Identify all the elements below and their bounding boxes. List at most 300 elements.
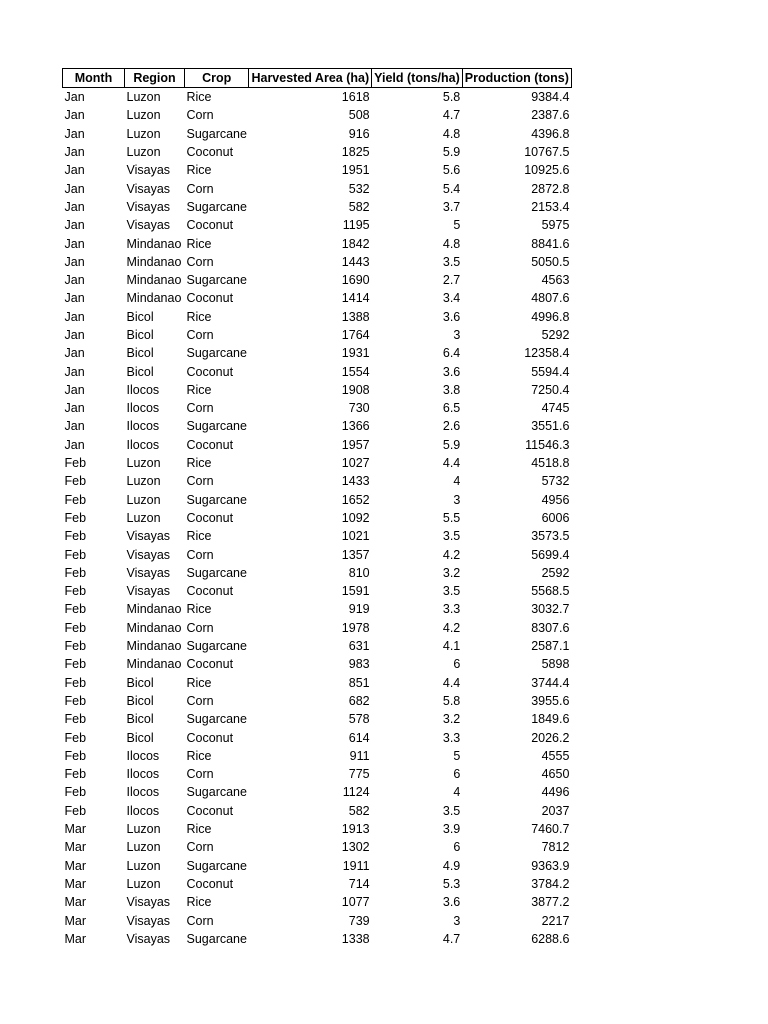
cell-harvested-area[interactable]: 810 bbox=[348, 565, 370, 580]
cell-harvested-area[interactable]: 532 bbox=[348, 181, 370, 196]
cell-crop[interactable]: Sugarcane bbox=[186, 858, 247, 873]
cell-production[interactable]: 2037 bbox=[541, 803, 570, 818]
cell-production[interactable]: 4745 bbox=[541, 401, 570, 416]
cell-month[interactable]: Jan bbox=[64, 254, 85, 269]
cell-yield[interactable]: 4.4 bbox=[442, 456, 461, 471]
cell-month[interactable]: Jan bbox=[64, 126, 85, 141]
cell-harvested-area[interactable]: 1027 bbox=[341, 456, 370, 471]
cell-production[interactable]: 2872.8 bbox=[531, 181, 570, 196]
cell-harvested-area[interactable]: 1092 bbox=[341, 510, 370, 525]
cell-yield[interactable]: 5.5 bbox=[442, 510, 461, 525]
cell-crop[interactable]: Coconut bbox=[186, 657, 234, 672]
cell-region[interactable]: Bicol bbox=[126, 328, 154, 342]
cell-yield[interactable]: 5.4 bbox=[442, 181, 461, 196]
cell-crop[interactable]: Corn bbox=[186, 913, 214, 928]
cell-crop[interactable]: Coconut bbox=[186, 803, 234, 818]
cell-region[interactable]: Mindanao bbox=[126, 602, 182, 617]
cell-harvested-area[interactable]: 1908 bbox=[341, 382, 370, 397]
header-row bbox=[63, 69, 572, 88]
cell-harvested-area[interactable]: 919 bbox=[348, 602, 370, 617]
cell-region[interactable]: Bicol bbox=[126, 730, 154, 745]
cell-month[interactable]: Jan bbox=[64, 328, 85, 342]
table-row bbox=[63, 710, 572, 728]
cell-month[interactable]: Feb bbox=[64, 639, 87, 654]
cell-crop[interactable]: Rice bbox=[186, 382, 212, 397]
cell-harvested-area[interactable]: 739 bbox=[348, 913, 370, 928]
cell-region[interactable]: Bicol bbox=[126, 346, 154, 361]
cell-region[interactable]: Visayas bbox=[126, 547, 171, 562]
cell-crop[interactable]: Sugarcane bbox=[186, 639, 247, 654]
cell-crop[interactable]: Rice bbox=[186, 529, 212, 544]
cell-harvested-area[interactable]: 1077 bbox=[341, 895, 370, 910]
cell-harvested-area[interactable]: 775 bbox=[348, 767, 370, 782]
cell-harvested-area[interactable]: 682 bbox=[348, 693, 370, 708]
cell-region[interactable]: Luzon bbox=[126, 126, 161, 141]
cell-month[interactable]: Feb bbox=[64, 474, 87, 489]
cell-yield[interactable]: 4.9 bbox=[442, 858, 461, 873]
cell-region[interactable]: Visayas bbox=[126, 181, 171, 196]
cell-month[interactable]: Feb bbox=[64, 584, 87, 599]
cell-region[interactable]: Luzon bbox=[126, 876, 161, 891]
cell-crop[interactable]: Rice bbox=[186, 602, 212, 617]
cell-month[interactable]: Jan bbox=[64, 401, 85, 416]
cell-yield[interactable]: 2.7 bbox=[442, 273, 461, 288]
cell-production[interactable]: 5568.5 bbox=[531, 584, 570, 599]
cell-region[interactable]: Visayas bbox=[126, 218, 171, 233]
cell-yield[interactable]: 4.8 bbox=[442, 126, 461, 141]
cell-yield[interactable]: 3.6 bbox=[442, 364, 461, 379]
cell-region[interactable]: Visayas bbox=[126, 931, 171, 946]
cell-production[interactable]: 4956 bbox=[541, 492, 570, 507]
cell-harvested-area[interactable]: 714 bbox=[348, 876, 370, 891]
cell-month[interactable]: Mar bbox=[64, 895, 87, 910]
cell-harvested-area[interactable]: 1618 bbox=[341, 90, 370, 105]
cell-crop[interactable]: Sugarcane bbox=[186, 712, 247, 727]
cell-harvested-area[interactable]: 1842 bbox=[341, 236, 370, 251]
cell-yield[interactable]: 6 bbox=[453, 767, 461, 782]
cell-month[interactable]: Feb bbox=[64, 675, 87, 690]
cell-crop[interactable]: Coconut bbox=[186, 291, 234, 306]
cell-crop[interactable]: Corn bbox=[186, 767, 214, 782]
cell-crop[interactable]: Rice bbox=[186, 236, 212, 251]
cell-month[interactable]: Feb bbox=[64, 492, 87, 507]
table-row bbox=[63, 289, 572, 307]
table-row bbox=[63, 802, 572, 820]
cell-crop[interactable]: Corn bbox=[186, 547, 214, 562]
cell-month[interactable]: Feb bbox=[64, 620, 87, 635]
cell-region[interactable]: Luzon bbox=[126, 858, 161, 873]
cell-yield[interactable]: 4 bbox=[453, 785, 461, 800]
cell-crop[interactable]: Rice bbox=[186, 90, 212, 105]
cell-harvested-area[interactable]: 614 bbox=[348, 730, 370, 745]
cell-harvested-area[interactable]: 1825 bbox=[341, 145, 370, 160]
cell-production[interactable]: 2387.6 bbox=[531, 108, 570, 123]
cell-yield[interactable]: 4.1 bbox=[442, 639, 461, 654]
cell-month[interactable]: Mar bbox=[64, 840, 87, 855]
cell-month[interactable]: Mar bbox=[64, 876, 87, 891]
cell-production[interactable]: 3744.4 bbox=[531, 675, 570, 690]
cell-crop[interactable]: Coconut bbox=[186, 218, 234, 233]
cell-production[interactable]: 10925.6 bbox=[524, 163, 570, 178]
cell-crop[interactable]: Sugarcane bbox=[186, 565, 247, 580]
cell-region[interactable]: Ilocos bbox=[126, 437, 160, 452]
cell-production[interactable]: 2587.1 bbox=[531, 639, 570, 654]
cell-yield[interactable]: 4.7 bbox=[442, 108, 461, 123]
cell-crop[interactable]: Coconut bbox=[186, 876, 234, 891]
cell-yield[interactable]: 2.6 bbox=[442, 419, 461, 434]
cell-harvested-area[interactable]: 1652 bbox=[341, 492, 370, 507]
header-region[interactable]: Region bbox=[125, 69, 185, 88]
cell-region[interactable]: Ilocos bbox=[126, 803, 160, 818]
cell-yield[interactable]: 4 bbox=[453, 474, 461, 489]
cell-yield[interactable]: 3.3 bbox=[442, 602, 461, 617]
cell-crop[interactable]: Rice bbox=[186, 456, 212, 471]
cell-region[interactable]: Mindanao bbox=[126, 657, 182, 672]
table-row bbox=[63, 125, 572, 143]
spreadsheet bbox=[62, 68, 572, 948]
cell-production[interactable]: 12358.4 bbox=[524, 346, 570, 361]
cell-crop[interactable]: Coconut bbox=[186, 364, 234, 379]
cell-month[interactable]: Jan bbox=[64, 181, 85, 196]
cell-production[interactable]: 6006 bbox=[541, 510, 570, 525]
cell-production[interactable]: 4518.8 bbox=[531, 456, 570, 471]
cell-harvested-area[interactable]: 1591 bbox=[341, 584, 370, 599]
cell-production[interactable]: 8841.6 bbox=[531, 236, 570, 251]
cell-harvested-area[interactable]: 1366 bbox=[341, 419, 370, 434]
cell-month[interactable]: Feb bbox=[64, 748, 87, 763]
cell-harvested-area[interactable]: 730 bbox=[348, 401, 370, 416]
cell-yield[interactable]: 5.8 bbox=[442, 693, 461, 708]
header-crop[interactable]: Crop bbox=[185, 69, 249, 88]
cell-production[interactable]: 10767.5 bbox=[524, 145, 570, 160]
cell-production[interactable]: 5975 bbox=[541, 218, 570, 233]
cell-yield[interactable]: 6.4 bbox=[442, 346, 461, 361]
cell-yield[interactable]: 4.8 bbox=[442, 236, 461, 251]
cell-region[interactable]: Mindanao bbox=[126, 639, 182, 654]
cell-region[interactable]: Visayas bbox=[126, 163, 171, 178]
cell-production[interactable]: 4496 bbox=[541, 785, 570, 800]
cell-production[interactable]: 4563 bbox=[541, 273, 570, 288]
cell-region[interactable]: Luzon bbox=[126, 145, 161, 160]
cell-production[interactable]: 7250.4 bbox=[531, 382, 570, 397]
cell-region[interactable]: Luzon bbox=[126, 510, 161, 525]
cell-harvested-area[interactable]: 631 bbox=[348, 639, 370, 654]
cell-harvested-area[interactable]: 1021 bbox=[341, 529, 370, 544]
table-row bbox=[63, 454, 572, 472]
cell-month[interactable]: Jan bbox=[64, 218, 85, 233]
cell-production[interactable]: 3551.6 bbox=[531, 419, 570, 434]
cell-region[interactable]: Luzon bbox=[126, 474, 161, 489]
cell-harvested-area[interactable]: 1443 bbox=[341, 254, 370, 269]
cell-yield[interactable]: 3.4 bbox=[442, 291, 461, 306]
cell-production[interactable]: 7460.7 bbox=[531, 822, 570, 837]
cell-production[interactable]: 4650 bbox=[541, 767, 570, 782]
cell-crop[interactable]: Rice bbox=[186, 895, 212, 910]
cell-crop[interactable]: Corn bbox=[186, 254, 214, 269]
cell-region[interactable]: Bicol bbox=[126, 675, 154, 690]
cell-yield[interactable]: 3 bbox=[453, 328, 461, 342]
cell-production[interactable]: 1849.6 bbox=[531, 712, 570, 727]
cell-production[interactable]: 2026.2 bbox=[531, 730, 570, 745]
cell-month[interactable]: Jan bbox=[64, 199, 85, 214]
cell-month[interactable]: Jan bbox=[64, 163, 85, 178]
cell-crop[interactable]: Sugarcane bbox=[186, 492, 247, 507]
cell-region[interactable]: Ilocos bbox=[126, 401, 160, 416]
cell-crop[interactable]: Sugarcane bbox=[186, 126, 247, 141]
cell-harvested-area[interactable]: 1124 bbox=[342, 785, 370, 800]
header-yield[interactable]: Yield (tons/ha) bbox=[372, 69, 463, 88]
cell-crop[interactable]: Coconut bbox=[186, 437, 234, 452]
cell-harvested-area[interactable]: 582 bbox=[348, 803, 370, 818]
cell-harvested-area[interactable]: 1957 bbox=[341, 437, 370, 452]
cell-region[interactable]: Bicol bbox=[126, 309, 154, 324]
cell-region[interactable]: Visayas bbox=[126, 529, 171, 544]
cell-crop[interactable]: Corn bbox=[186, 693, 214, 708]
cell-production[interactable]: 5292 bbox=[541, 328, 570, 342]
cell-production[interactable]: 2153.4 bbox=[531, 199, 570, 214]
cell-harvested-area[interactable]: 1388 bbox=[341, 309, 370, 324]
cell-month[interactable]: Jan bbox=[64, 145, 85, 160]
cell-harvested-area[interactable]: 1433 bbox=[341, 474, 370, 489]
cell-region[interactable]: Ilocos bbox=[126, 767, 160, 782]
cell-production[interactable]: 2217 bbox=[541, 913, 570, 928]
table-row bbox=[63, 655, 572, 673]
cell-yield[interactable]: 6 bbox=[453, 657, 461, 672]
cell-production[interactable]: 3032.7 bbox=[531, 602, 570, 617]
cell-region[interactable]: Luzon bbox=[126, 822, 161, 837]
cell-crop[interactable]: Corn bbox=[186, 840, 214, 855]
cell-region[interactable]: Luzon bbox=[126, 90, 161, 105]
cell-month[interactable]: Feb bbox=[64, 657, 87, 672]
cell-crop[interactable]: Sugarcane bbox=[186, 273, 247, 288]
cell-month[interactable]: Feb bbox=[64, 803, 87, 818]
cell-crop[interactable]: Coconut bbox=[186, 510, 234, 525]
cell-crop[interactable]: Rice bbox=[186, 675, 212, 690]
cell-month[interactable]: Feb bbox=[64, 712, 87, 727]
cell-month[interactable]: Jan bbox=[64, 236, 85, 251]
table-row bbox=[63, 875, 572, 893]
cell-crop[interactable]: Corn bbox=[186, 181, 214, 196]
cell-crop[interactable]: Sugarcane bbox=[186, 346, 247, 361]
cell-yield[interactable]: 3.7 bbox=[442, 199, 461, 214]
cell-month[interactable]: Feb bbox=[64, 510, 87, 525]
cell-harvested-area[interactable]: 1357 bbox=[341, 547, 370, 562]
cell-region[interactable]: Visayas bbox=[126, 913, 171, 928]
cell-yield[interactable]: 3.9 bbox=[442, 822, 461, 837]
cell-yield[interactable]: 4.4 bbox=[442, 675, 461, 690]
cell-crop[interactable]: Sugarcane bbox=[186, 199, 247, 214]
cell-month[interactable]: Jan bbox=[64, 437, 85, 452]
cell-yield[interactable]: 3 bbox=[453, 913, 461, 928]
cell-harvested-area[interactable]: 1414 bbox=[341, 291, 370, 306]
cell-production[interactable]: 7812 bbox=[541, 840, 570, 855]
cell-crop[interactable]: Coconut bbox=[186, 730, 234, 745]
cell-month[interactable]: Jan bbox=[64, 309, 85, 324]
cell-crop[interactable]: Corn bbox=[186, 401, 214, 416]
cell-month[interactable]: Feb bbox=[64, 602, 87, 617]
cell-month[interactable]: Mar bbox=[64, 913, 87, 928]
cell-month[interactable]: Feb bbox=[64, 456, 87, 471]
cell-harvested-area[interactable]: 1911 bbox=[342, 858, 370, 873]
cell-harvested-area[interactable]: 851 bbox=[348, 675, 370, 690]
cell-region[interactable]: Bicol bbox=[126, 364, 154, 379]
cell-harvested-area[interactable]: 1302 bbox=[341, 840, 370, 855]
cell-production[interactable]: 3573.5 bbox=[531, 529, 570, 544]
cell-region[interactable]: Visayas bbox=[126, 565, 171, 580]
cell-crop[interactable]: Sugarcane bbox=[186, 931, 247, 946]
table-row bbox=[63, 161, 572, 179]
cell-month[interactable]: Mar bbox=[64, 858, 87, 873]
cell-production[interactable]: 4996.8 bbox=[531, 309, 570, 324]
header-month[interactable]: Month bbox=[63, 69, 125, 88]
cell-month[interactable]: Feb bbox=[64, 785, 87, 800]
cell-month[interactable]: Jan bbox=[64, 364, 85, 379]
cell-harvested-area[interactable]: 1913 bbox=[341, 822, 370, 837]
cell-yield[interactable]: 4.2 bbox=[442, 547, 461, 562]
cell-yield[interactable]: 3.6 bbox=[442, 895, 461, 910]
cell-region[interactable]: Luzon bbox=[126, 840, 161, 855]
cell-harvested-area[interactable]: 582 bbox=[348, 199, 370, 214]
cell-month[interactable]: Jan bbox=[64, 291, 85, 306]
cell-yield[interactable]: 3.6 bbox=[442, 309, 461, 324]
cell-yield[interactable]: 3.2 bbox=[442, 565, 461, 580]
cell-crop[interactable]: Rice bbox=[186, 309, 212, 324]
cell-harvested-area[interactable]: 1764 bbox=[341, 328, 370, 342]
cell-harvested-area[interactable]: 1978 bbox=[341, 620, 370, 635]
cell-production[interactable]: 4555 bbox=[541, 748, 570, 763]
cell-crop[interactable]: Corn bbox=[186, 474, 214, 489]
cell-yield[interactable]: 3.8 bbox=[442, 382, 461, 397]
cell-month[interactable]: Mar bbox=[64, 822, 87, 837]
cell-crop[interactable]: Corn bbox=[186, 108, 214, 123]
cell-production[interactable]: 8307.6 bbox=[531, 620, 570, 635]
cell-yield[interactable]: 5.9 bbox=[442, 145, 461, 160]
cell-region[interactable]: Ilocos bbox=[126, 785, 160, 800]
cell-region[interactable]: Visayas bbox=[126, 584, 171, 599]
cell-harvested-area[interactable]: 983 bbox=[348, 657, 370, 672]
cell-production[interactable]: 11546.3 bbox=[525, 437, 570, 452]
cell-yield[interactable]: 5.8 bbox=[442, 90, 461, 105]
cell-month[interactable]: Jan bbox=[64, 419, 85, 434]
cell-harvested-area[interactable]: 508 bbox=[348, 108, 370, 123]
cell-month[interactable]: Feb bbox=[64, 767, 87, 782]
cell-yield[interactable]: 4.2 bbox=[442, 620, 461, 635]
cell-yield[interactable]: 5.9 bbox=[442, 437, 461, 452]
cell-production[interactable]: 4396.8 bbox=[531, 126, 570, 141]
cell-production[interactable]: 3784.2 bbox=[531, 876, 570, 891]
cell-yield[interactable]: 3.5 bbox=[442, 584, 461, 599]
cell-harvested-area[interactable]: 1338 bbox=[341, 931, 370, 946]
cell-region[interactable]: Luzon bbox=[126, 108, 161, 123]
cell-month[interactable]: Feb bbox=[64, 565, 87, 580]
cell-production[interactable]: 3877.2 bbox=[531, 895, 570, 910]
cell-month[interactable]: Feb bbox=[64, 730, 87, 745]
cell-production[interactable]: 9384.4 bbox=[531, 90, 570, 105]
cell-crop[interactable]: Sugarcane bbox=[186, 785, 247, 800]
cell-yield[interactable]: 4.7 bbox=[442, 931, 461, 946]
cell-month[interactable]: Jan bbox=[64, 382, 85, 397]
cell-region[interactable]: Bicol bbox=[126, 693, 154, 708]
cell-region[interactable]: Ilocos bbox=[126, 382, 160, 397]
cell-harvested-area[interactable]: 578 bbox=[348, 712, 370, 727]
cell-production[interactable]: 2592 bbox=[541, 565, 570, 580]
cell-yield[interactable]: 5 bbox=[453, 748, 461, 763]
cell-yield[interactable]: 6.5 bbox=[442, 401, 461, 416]
cell-region[interactable]: Mindanao bbox=[126, 273, 182, 288]
cell-production[interactable]: 5898 bbox=[541, 657, 570, 672]
cell-production[interactable]: 9363.9 bbox=[531, 858, 570, 873]
cell-harvested-area[interactable]: 1195 bbox=[342, 218, 370, 233]
cell-month[interactable]: Mar bbox=[64, 931, 87, 946]
cell-month[interactable]: Feb bbox=[64, 547, 87, 562]
header-harvested-area[interactable]: Harvested Area (ha) bbox=[249, 69, 372, 88]
cell-crop[interactable]: Rice bbox=[186, 822, 212, 837]
cell-production[interactable]: 5594.4 bbox=[531, 364, 570, 379]
cell-harvested-area[interactable]: 1554 bbox=[341, 364, 370, 379]
cell-month[interactable]: Jan bbox=[64, 90, 85, 105]
cell-region[interactable]: Mindanao bbox=[126, 236, 182, 251]
cell-production[interactable]: 5699.4 bbox=[531, 547, 570, 562]
cell-production[interactable]: 6288.6 bbox=[531, 931, 570, 946]
cell-month[interactable]: Jan bbox=[64, 108, 85, 123]
cell-crop[interactable]: Corn bbox=[186, 328, 214, 342]
cell-yield[interactable]: 3.5 bbox=[442, 529, 461, 544]
cell-yield[interactable]: 6 bbox=[453, 840, 461, 855]
header-production[interactable]: Production (tons) bbox=[462, 69, 571, 88]
cell-region[interactable]: Mindanao bbox=[126, 620, 182, 635]
cell-region[interactable]: Mindanao bbox=[126, 291, 182, 306]
cell-yield[interactable]: 3.5 bbox=[442, 803, 461, 818]
cell-month[interactable]: Jan bbox=[64, 346, 85, 361]
cell-production[interactable]: 5050.5 bbox=[531, 254, 570, 269]
cell-crop[interactable]: Rice bbox=[186, 163, 212, 178]
cell-harvested-area[interactable]: 1931 bbox=[341, 346, 370, 361]
cell-yield[interactable]: 3.5 bbox=[442, 254, 461, 269]
table-row bbox=[63, 417, 572, 435]
cell-crop[interactable]: Rice bbox=[186, 748, 212, 763]
cell-month[interactable]: Feb bbox=[64, 529, 87, 544]
cell-yield[interactable]: 3.2 bbox=[442, 712, 461, 727]
cell-yield[interactable]: 5.3 bbox=[442, 876, 461, 891]
cell-region[interactable]: Bicol bbox=[126, 712, 154, 727]
cell-month[interactable]: Jan bbox=[64, 273, 85, 288]
cell-production[interactable]: 5732 bbox=[541, 474, 570, 489]
cell-region[interactable]: Visayas bbox=[126, 895, 171, 910]
cell-crop[interactable]: Corn bbox=[186, 620, 214, 635]
cell-harvested-area[interactable]: 1690 bbox=[341, 273, 370, 288]
table-row bbox=[63, 692, 572, 710]
cell-production[interactable]: 3955.6 bbox=[531, 693, 570, 708]
cell-month[interactable]: Feb bbox=[64, 693, 87, 708]
cell-production[interactable]: 4807.6 bbox=[531, 291, 570, 306]
cell-region[interactable]: Ilocos bbox=[126, 748, 160, 763]
cell-harvested-area[interactable]: 911 bbox=[349, 748, 370, 763]
cell-crop[interactable]: Coconut bbox=[186, 584, 234, 599]
cell-harvested-area[interactable]: 1951 bbox=[341, 163, 370, 178]
cell-crop[interactable]: Sugarcane bbox=[186, 419, 247, 434]
cell-harvested-area[interactable]: 916 bbox=[348, 126, 370, 141]
cell-region[interactable]: Luzon bbox=[126, 492, 161, 507]
cell-yield[interactable]: 3.3 bbox=[442, 730, 461, 745]
cell-region[interactable]: Ilocos bbox=[126, 419, 160, 434]
cell-region[interactable]: Mindanao bbox=[126, 254, 182, 269]
cell-crop[interactable]: Coconut bbox=[186, 145, 234, 160]
cell-yield[interactable]: 5 bbox=[453, 218, 461, 233]
cell-region[interactable]: Visayas bbox=[126, 199, 171, 214]
cell-yield[interactable]: 5.6 bbox=[442, 163, 461, 178]
cell-yield[interactable]: 3 bbox=[453, 492, 461, 507]
cell-region[interactable]: Luzon bbox=[126, 456, 161, 471]
